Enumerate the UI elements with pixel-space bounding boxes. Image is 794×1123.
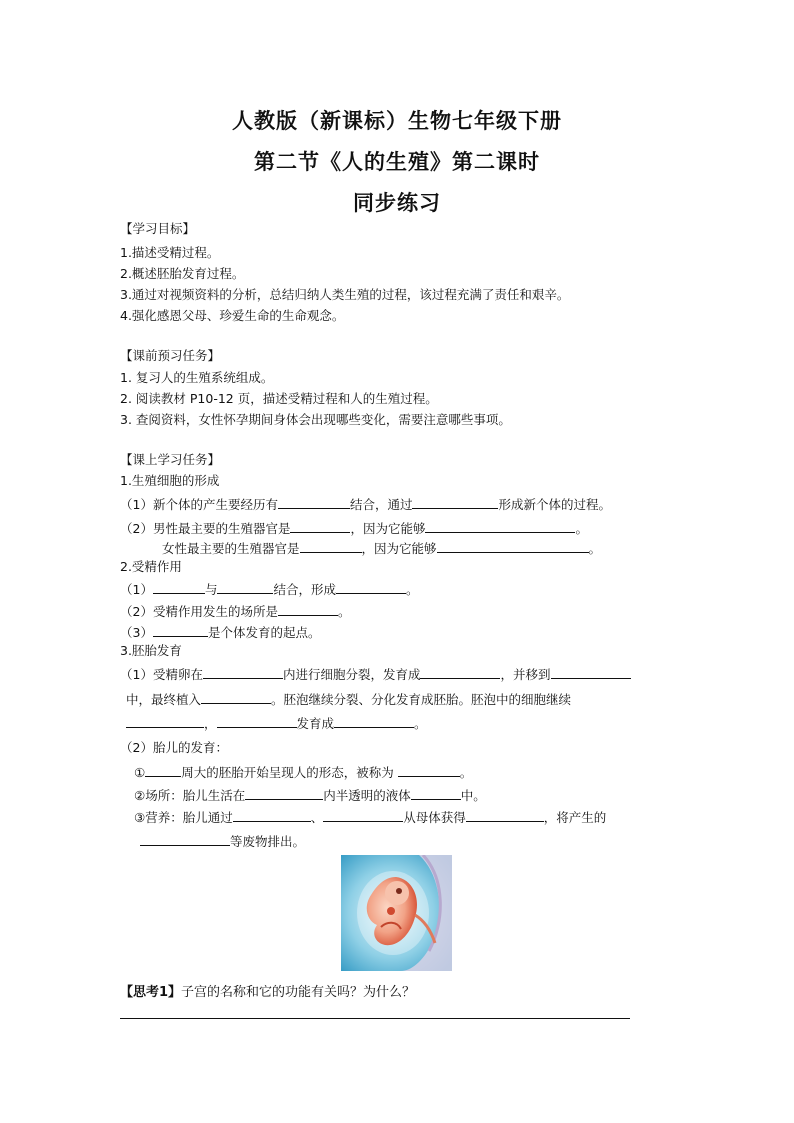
answer-blank[interactable] (323, 808, 403, 822)
answer-blank[interactable] (153, 580, 205, 594)
s3-question-2-1: ① 周大的胚胎开始呈现人的形态，被称为 。 (134, 765, 473, 780)
answer-blank[interactable] (233, 808, 311, 822)
answer-blank[interactable] (278, 495, 350, 509)
answer-blank[interactable] (145, 763, 181, 777)
answer-blank[interactable] (398, 763, 460, 777)
s1-question-1: （1）新个体的产生要经历有 结合，通过 形成新个体的过程。 (120, 497, 611, 512)
answer-blank[interactable] (201, 690, 271, 704)
doc-title: 人教版（新课标）生物七年级下册 (232, 108, 562, 133)
goal-item: 4.强化感恩父母、珍爱生命的生命观念。 (120, 308, 345, 323)
embryo-icon (341, 855, 452, 971)
answer-blank[interactable] (411, 786, 461, 800)
goal-item: 3.通过对视频资料的分析，总结归纳人类生殖的过程，该过程充满了责任和艰辛。 (120, 287, 570, 302)
s3-question-2-3: ③营养：胎儿通过 、 从母体获得 ，将产生的 (134, 810, 607, 825)
lesson-title: 第二节《人的生殖》第二课时 (254, 149, 540, 174)
preview-item: 3. 查阅资料，女性怀孕期间身体会出现哪些变化，需要注意哪些事项。 (120, 412, 511, 427)
preview-heading: 【课前预习任务】 (120, 348, 221, 363)
answer-blank[interactable] (153, 623, 208, 637)
answer-blank[interactable] (140, 832, 230, 846)
embryo-illustration (341, 855, 452, 971)
s2-question-2: （2）受精作用发生的场所是 。 (120, 604, 351, 619)
answer-blank[interactable] (278, 602, 338, 616)
answer-blank[interactable] (420, 665, 500, 679)
s2-question-3: （3） 是个体发育的起点。 (120, 625, 321, 640)
answer-blank[interactable] (217, 714, 297, 728)
s1-question-2: （2）男性最主要的生殖器官是 ，因为它能够 。 (120, 521, 588, 536)
answer-line[interactable] (120, 1018, 630, 1019)
answer-blank[interactable] (551, 665, 631, 679)
s3-question-1-line-3: ， 发育成 。 (126, 714, 427, 732)
preview-item: 2. 阅读教材 P10-12 页，描述受精过程和人的生殖过程。 (120, 391, 438, 406)
answer-blank[interactable] (412, 495, 498, 509)
goals-heading: 【学习目标】 (120, 221, 196, 236)
answer-blank[interactable] (466, 808, 544, 822)
s3-question-2: （2）胎儿的发育： (120, 740, 228, 755)
s3-question-2-3-cont: 等废物排出。 (140, 832, 305, 850)
answer-blank[interactable] (290, 519, 350, 533)
answer-blank[interactable] (334, 714, 414, 728)
section-1-heading: 1.生殖细胞的形成 (120, 473, 220, 488)
section-2-heading: 2.受精作用 (120, 559, 182, 574)
s3-question-1-line-2: 中，最终植入 。胚泡继续分裂、分化发育成胚胎。胚泡中的细胞继续 (126, 692, 572, 707)
answer-blank[interactable] (126, 714, 204, 728)
answer-blank[interactable] (425, 519, 575, 533)
answer-blank[interactable] (336, 580, 406, 594)
goal-item: 2.概述胚胎发育过程。 (120, 266, 245, 281)
s1-question-3: 女性最主要的生殖器官是 ，因为它能够 。 (162, 541, 602, 556)
s3-question-2-2: ②场所：胎儿生活在 内半透明的液体 中。 (134, 788, 486, 803)
section-3-heading: 3.胚胎发育 (120, 643, 182, 658)
s2-question-1: （1） 与 结合，形成 。 (120, 582, 419, 597)
answer-blank[interactable] (245, 786, 323, 800)
class-heading: 【课上学习任务】 (120, 452, 221, 467)
answer-blank[interactable] (203, 665, 283, 679)
think-question: 【思考1】子宫的名称和它的功能有关吗？为什么？ (120, 985, 416, 1000)
answer-blank[interactable] (217, 580, 273, 594)
practice-title: 同步练习 (353, 190, 441, 215)
s3-question-1-line-1: （1）受精卵在 内进行细胞分裂，发育成 ，并移到 (120, 665, 631, 683)
goal-item: 1.描述受精过程。 (120, 245, 220, 260)
answer-blank[interactable] (437, 539, 589, 553)
answer-blank[interactable] (300, 539, 362, 553)
preview-item: 1. 复习人的生殖系统组成。 (120, 370, 274, 385)
